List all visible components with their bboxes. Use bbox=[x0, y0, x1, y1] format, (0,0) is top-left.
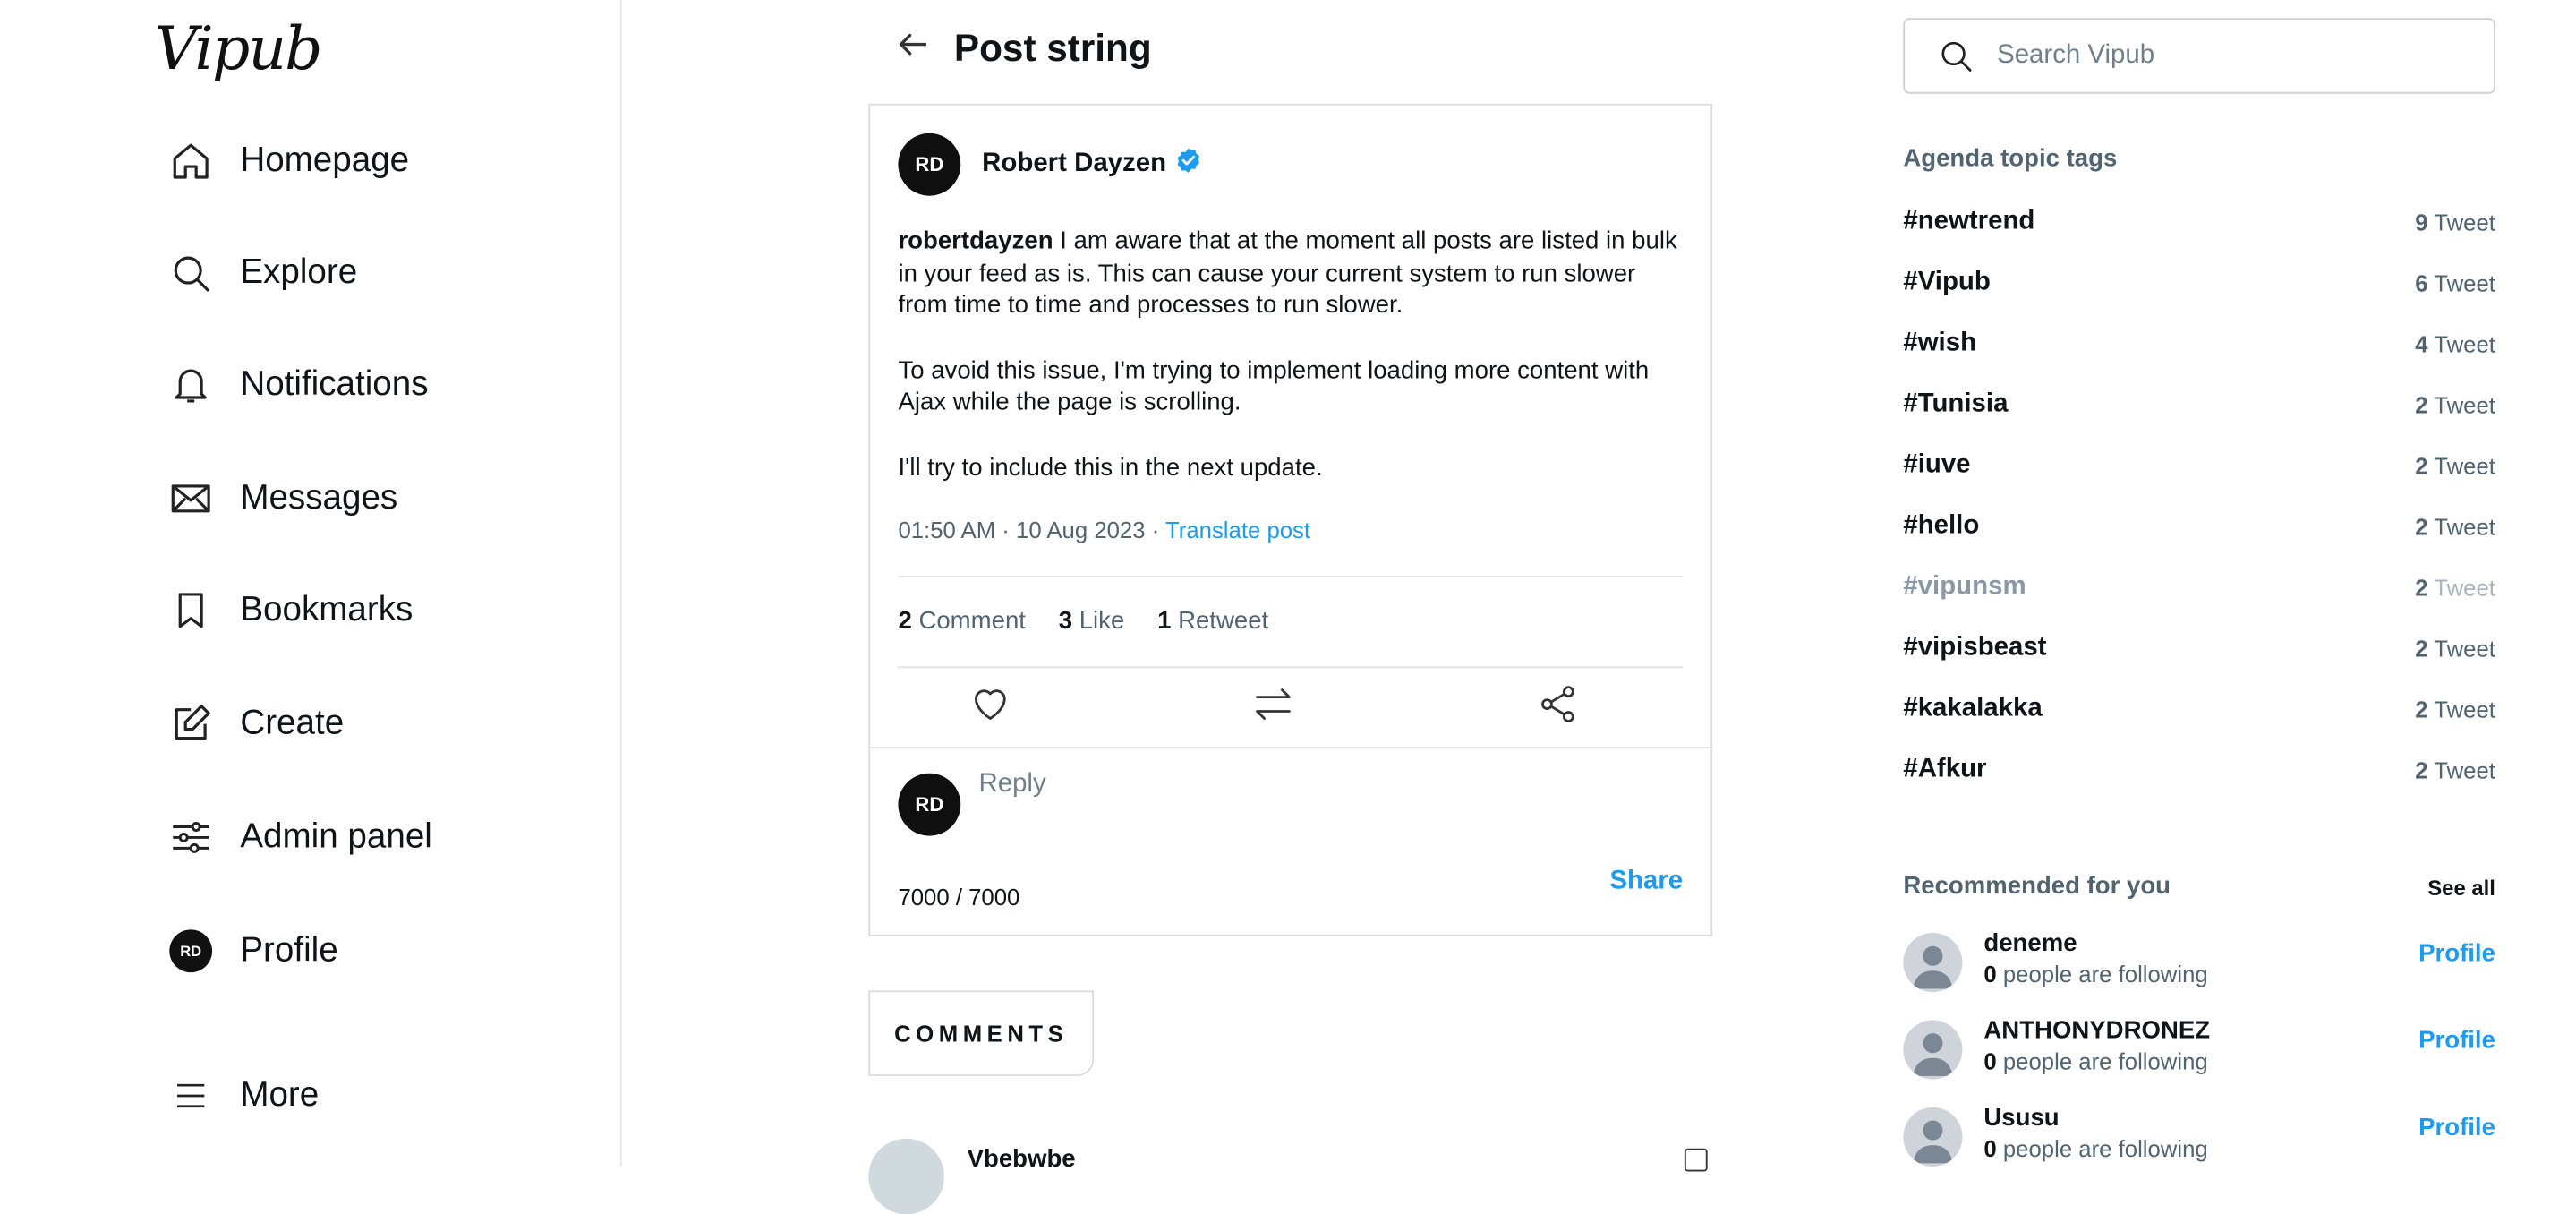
count-value: 4 bbox=[2415, 330, 2428, 357]
post-time: 01:50 AM bbox=[898, 517, 996, 543]
sidebar-item-explore[interactable] bbox=[167, 240, 357, 306]
divider bbox=[898, 666, 1683, 668]
mail-icon bbox=[167, 475, 213, 521]
list-item[interactable] bbox=[1903, 756, 2495, 791]
list-item bbox=[1903, 929, 2495, 1002]
sidebar-item-label: Create bbox=[240, 704, 345, 742]
sidebar-item-label: Explore bbox=[240, 253, 358, 292]
list-item[interactable] bbox=[1903, 451, 2495, 487]
search-input[interactable] bbox=[1993, 39, 2477, 73]
post-actions bbox=[870, 683, 1710, 732]
translate-post-link[interactable]: Translate post bbox=[1164, 517, 1311, 543]
user-name[interactable]: Ususu bbox=[1983, 1104, 2060, 1133]
like-count[interactable] bbox=[1059, 607, 1125, 635]
count-value: 9 bbox=[2415, 209, 2428, 235]
list-item[interactable] bbox=[1903, 390, 2495, 426]
meta-separator: · bbox=[1002, 517, 1010, 543]
sidebar-item-profile[interactable] bbox=[167, 918, 337, 984]
tag-name[interactable]: #vipisbeast bbox=[1903, 633, 2047, 662]
count-unit: Tweet bbox=[2434, 269, 2495, 296]
post-card bbox=[868, 104, 1712, 748]
search-icon bbox=[167, 250, 213, 295]
sidebar-item-homepage[interactable] bbox=[167, 128, 409, 194]
follower-info bbox=[1983, 1135, 2207, 1161]
user-name[interactable]: deneme bbox=[1983, 929, 2077, 958]
page-header bbox=[895, 26, 1152, 71]
search-box[interactable] bbox=[1903, 18, 2495, 94]
share-button[interactable]: Share bbox=[1609, 867, 1684, 895]
home-icon bbox=[167, 138, 213, 184]
stat-value: 3 bbox=[1058, 607, 1073, 636]
sidebar-item-label: Messages bbox=[240, 478, 398, 517]
count-unit: Tweet bbox=[2434, 513, 2495, 540]
count-value: 2 bbox=[2415, 452, 2428, 479]
sidebar-item-label: Admin panel bbox=[240, 817, 432, 856]
recommended-section-title: Recommended for you bbox=[1903, 872, 2171, 901]
list-item[interactable] bbox=[868, 1139, 1709, 1172]
sidebar-item-notifications[interactable] bbox=[167, 352, 428, 418]
stat-value: 1 bbox=[1157, 607, 1172, 636]
stat-label: Like bbox=[1079, 607, 1125, 636]
follower-count: 0 bbox=[1983, 961, 1997, 987]
tag-name[interactable]: #wish bbox=[1903, 329, 1977, 357]
post-date: 10 Aug 2023 bbox=[1016, 517, 1146, 543]
divider bbox=[898, 576, 1683, 577]
tag-count bbox=[2415, 757, 2495, 782]
sidebar-item-label: Profile bbox=[240, 931, 338, 970]
see-all-link[interactable]: See all bbox=[2427, 875, 2495, 901]
sidebar-item-admin-panel[interactable] bbox=[167, 805, 431, 871]
sidebar bbox=[0, 0, 622, 1167]
profile-link[interactable]: Profile bbox=[2418, 1114, 2495, 1142]
sidebar-item-label: Notifications bbox=[240, 364, 429, 404]
post-handle[interactable]: robertdayzen bbox=[898, 227, 1053, 255]
stat-label: Comment bbox=[918, 607, 1026, 636]
avatar: RD bbox=[898, 774, 960, 836]
list-item bbox=[1903, 1017, 2495, 1090]
follower-info bbox=[1983, 961, 2207, 987]
menu-icon bbox=[167, 1073, 213, 1118]
author-name[interactable]: Robert Dayzen bbox=[982, 150, 1167, 178]
count-value: 2 bbox=[2415, 574, 2428, 601]
profile-avatar-wrap bbox=[167, 928, 213, 974]
verified-icon bbox=[1174, 147, 1202, 183]
count-value: 2 bbox=[2415, 635, 2428, 662]
sidebar-item-messages[interactable] bbox=[167, 466, 397, 532]
tag-name[interactable]: #kakalakka bbox=[1903, 694, 2043, 722]
stat-value: 2 bbox=[898, 607, 912, 636]
avatar[interactable] bbox=[1903, 933, 1962, 992]
count-unit: Tweet bbox=[2434, 452, 2495, 479]
count-value: 2 bbox=[2415, 757, 2428, 783]
follower-text: people are following bbox=[2002, 1135, 2208, 1162]
user-name[interactable]: ANTHONYDRONEZ bbox=[1983, 1016, 2211, 1046]
list-item[interactable] bbox=[1903, 208, 2495, 244]
back-arrow-icon[interactable] bbox=[895, 26, 931, 71]
bookmark-icon bbox=[167, 587, 213, 633]
sidebar-item-more[interactable] bbox=[167, 1063, 319, 1129]
checkbox[interactable] bbox=[1685, 1149, 1708, 1172]
tag-count bbox=[2415, 513, 2495, 539]
avatar[interactable] bbox=[1903, 1107, 1962, 1167]
tag-count bbox=[2415, 269, 2495, 295]
list-item[interactable] bbox=[1903, 695, 2495, 731]
count-unit: Tweet bbox=[2434, 757, 2495, 783]
reply-composer bbox=[868, 746, 1712, 936]
list-item[interactable] bbox=[1903, 329, 2495, 365]
page-title: Post string bbox=[953, 26, 1152, 70]
follower-text: people are following bbox=[2002, 961, 2208, 987]
reply-input[interactable] bbox=[976, 768, 1673, 801]
count-unit: Tweet bbox=[2434, 391, 2495, 418]
tag-name[interactable]: #newtrend bbox=[1903, 207, 2035, 235]
tag-count bbox=[2415, 209, 2495, 235]
count-value: 2 bbox=[2415, 513, 2428, 540]
sidebar-item-label: More bbox=[240, 1075, 320, 1115]
post-meta bbox=[898, 517, 1310, 543]
retweet-icon[interactable] bbox=[1252, 683, 1295, 734]
tag-name[interactable]: #Afkur bbox=[1903, 755, 1987, 783]
post-body bbox=[898, 226, 1684, 517]
tag-name[interactable]: #iuve bbox=[1903, 450, 1971, 479]
count-value: 6 bbox=[2415, 269, 2428, 296]
list-item[interactable] bbox=[1903, 634, 2495, 670]
count-value: 2 bbox=[2415, 696, 2428, 722]
retweet-count[interactable] bbox=[1157, 607, 1268, 635]
count-unit: Tweet bbox=[2434, 209, 2495, 235]
list-item[interactable] bbox=[1903, 269, 2495, 304]
tab-comments[interactable]: COMMENTS bbox=[868, 990, 1094, 1076]
avatar[interactable]: RD bbox=[898, 133, 960, 196]
avatar[interactable] bbox=[868, 1139, 944, 1214]
count-unit: Tweet bbox=[2434, 635, 2495, 662]
tags-section-title: Agenda topic tags bbox=[1903, 144, 2118, 173]
tag-name[interactable]: #Tunisia bbox=[1903, 389, 2009, 418]
profile-link[interactable]: Profile bbox=[2418, 939, 2495, 968]
comment-author-name[interactable]: Vbebwbe bbox=[967, 1145, 1076, 1174]
sidebar-item-create[interactable] bbox=[167, 691, 344, 757]
count-unit: Tweet bbox=[2434, 330, 2495, 357]
meta-separator: · bbox=[1151, 517, 1160, 543]
tag-name[interactable]: #Vipub bbox=[1903, 268, 1991, 296]
count-unit: Tweet bbox=[2434, 574, 2495, 601]
bell-icon bbox=[167, 362, 213, 407]
sidebar-item-bookmarks[interactable] bbox=[167, 577, 413, 644]
tag-count bbox=[2415, 574, 2495, 600]
follower-info bbox=[1983, 1048, 2207, 1074]
count-value: 2 bbox=[2415, 391, 2428, 418]
post-paragraph: To avoid this issue, I'm trying to implement loading more content with Ajax while the page is scrolling. bbox=[898, 355, 1650, 416]
app-logo[interactable]: Vipub bbox=[154, 16, 321, 84]
tag-count bbox=[2415, 330, 2495, 356]
tag-name[interactable]: #hello bbox=[1903, 511, 1980, 540]
sidebar-item-label: Homepage bbox=[240, 141, 410, 180]
character-counter: 7000 / 7000 bbox=[898, 883, 1020, 910]
list-item[interactable] bbox=[1903, 512, 2495, 548]
tag-count bbox=[2415, 635, 2495, 661]
tag-name[interactable]: #vipunsm bbox=[1903, 572, 2026, 601]
follower-count: 0 bbox=[1983, 1047, 1997, 1075]
share-icon[interactable] bbox=[1537, 683, 1580, 734]
follower-text: people are following bbox=[2002, 1047, 2208, 1075]
avatar: RD bbox=[169, 929, 212, 972]
stat-label: Retweet bbox=[1178, 607, 1269, 636]
post-paragraph: I'll try to include this in the next update. bbox=[898, 453, 1323, 482]
profile-link[interactable]: Profile bbox=[2418, 1026, 2495, 1056]
count-unit: Tweet bbox=[2434, 696, 2495, 722]
follower-count: 0 bbox=[1983, 1135, 1997, 1162]
list-item[interactable] bbox=[1903, 573, 2495, 609]
tag-count bbox=[2415, 391, 2495, 417]
post-author[interactable] bbox=[898, 133, 1202, 196]
edit-icon bbox=[167, 701, 213, 747]
avatar[interactable] bbox=[1903, 1020, 1962, 1079]
post-stats bbox=[898, 607, 1268, 635]
heart-icon[interactable] bbox=[968, 683, 1011, 734]
sidebar-item-label: Bookmarks bbox=[240, 590, 414, 629]
comment-count[interactable] bbox=[898, 607, 1026, 635]
search-icon bbox=[1938, 38, 1974, 73]
tag-count bbox=[2415, 696, 2495, 722]
post-paragraph bbox=[898, 226, 1684, 322]
tag-count bbox=[2415, 452, 2495, 478]
sliders-icon bbox=[167, 815, 213, 860]
post-text: I am aware that at the moment all posts are listed in bulk in your feed as is. This can cause your current system to run slower from time to time and processes to run slower. bbox=[898, 227, 1677, 320]
